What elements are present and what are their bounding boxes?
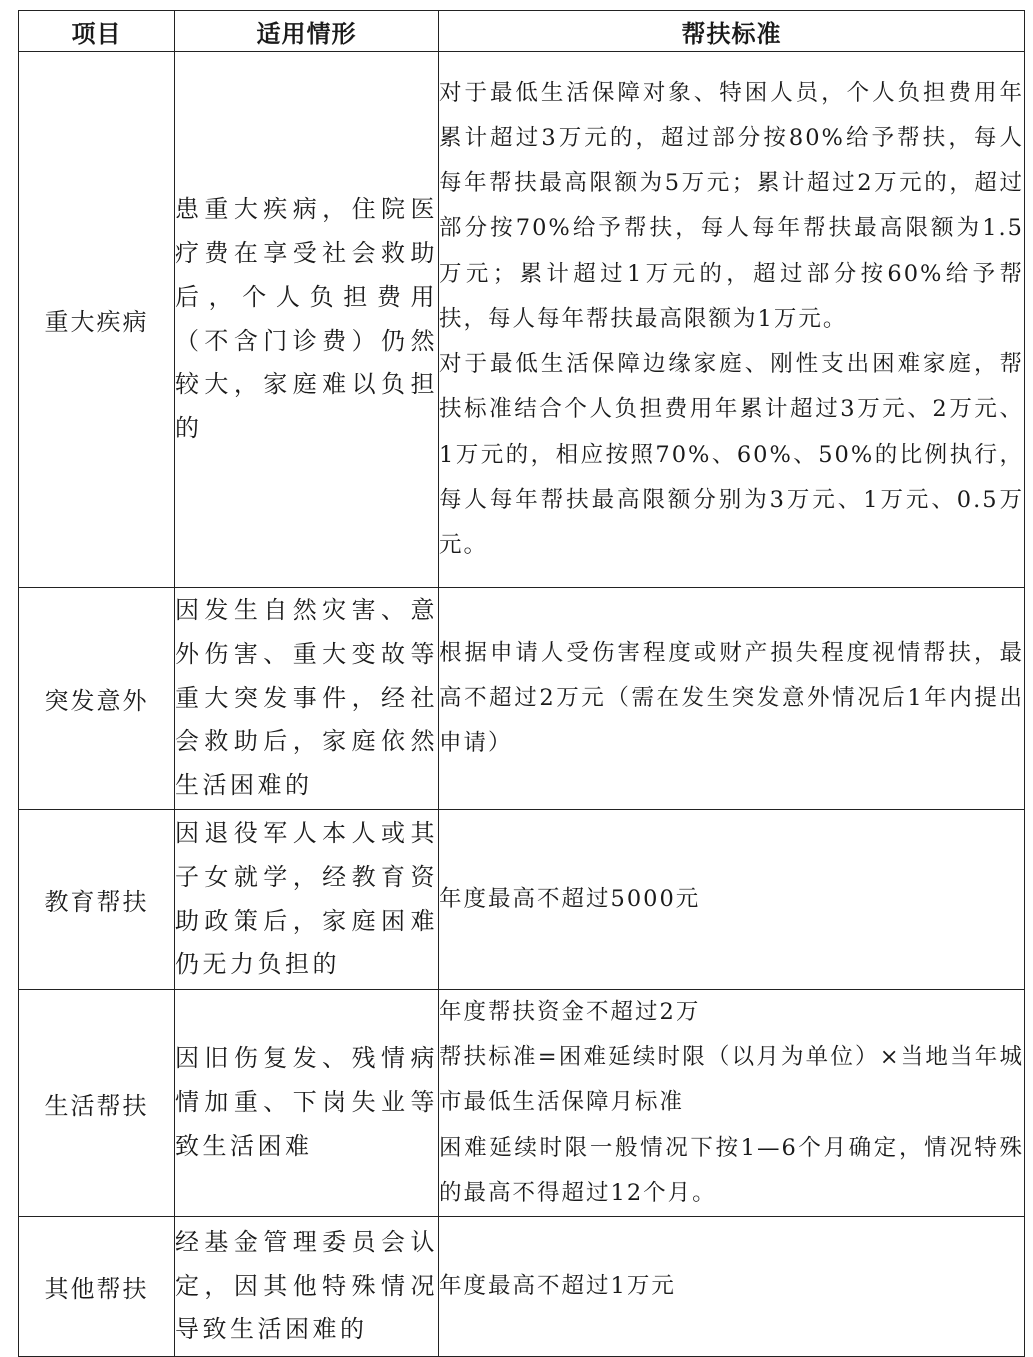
row-item: 其他帮扶 (19, 1217, 175, 1357)
standard-paragraph: 年度最高不超过5000元 (439, 885, 701, 912)
row-condition: 因发生自然灾害、意外伤害、重大变故等重大突发事件，经社会救助后，家庭依然生活困难的 (175, 588, 439, 810)
table-row (19, 588, 1025, 810)
assistance-standards-table (18, 10, 1025, 1357)
standard-paragraph: 年度帮扶资金不超过2万 (439, 999, 701, 1025)
header-condition: 适用情形 (175, 11, 439, 52)
row-standard (439, 588, 1025, 810)
row-condition: 患重大疾病，住院医疗费在享受社会救助后，个人负担费用（不含门诊费）仍然较大，家庭难以负担的 (175, 52, 439, 588)
row-item: 重大疾病 (19, 52, 175, 588)
header-item: 项目 (19, 11, 175, 52)
standard-paragraph: 对于最低生活保障边缘家庭、刚性支出困难家庭，帮扶标准结合个人负担费用年累计超过3万元、2万元、1万元的，相应按照70%、60%、50%的比例执行，每人每年帮扶最高限额分别为3万元、1万元、0.5万元。 (439, 351, 1024, 558)
table-row (19, 990, 1025, 1217)
row-condition: 因退役军人本人或其子女就学，经教育资助政策后，家庭困难仍无力负担的 (175, 810, 439, 990)
row-standard (439, 810, 1025, 990)
standard-paragraph: 根据申请人受伤害程度或财产损失程度视情帮扶，最高不超过2万元（需在发生突发意外情况后1年内提出申请） (439, 639, 1024, 757)
standard-paragraph: 帮扶标准=困难延续时限（以月为单位）×当地当年城市最低生活保障月标准 (439, 1044, 1024, 1116)
table-header-row (19, 11, 1025, 52)
table-row (19, 52, 1025, 588)
table-row (19, 810, 1025, 990)
row-standard (439, 1217, 1025, 1357)
header-standard: 帮扶标准 (439, 11, 1025, 52)
row-standard (439, 990, 1025, 1217)
row-item: 生活帮扶 (19, 990, 175, 1217)
row-condition: 因旧伤复发、残情病情加重、下岗失业等致生活困难 (175, 990, 439, 1217)
standard-paragraph: 年度最高不超过1万元 (439, 1272, 676, 1299)
row-condition: 经基金管理委员会认定，因其他特殊情况导致生活困难的 (175, 1217, 439, 1357)
row-standard (439, 52, 1025, 588)
standard-paragraph: 对于最低生活保障对象、特困人员，个人负担费用年累计超过3万元的，超过部分按80%给予帮扶，每人每年帮扶最高限额为5万元；累计超过2万元的，超过部分按70%给予帮扶，每人每年帮扶最高限额为1.5万元；累计超过1万元的，超过部分按60%给予帮扶，每人每年帮扶最高限额为1万元。 (439, 79, 1024, 332)
table-row (19, 1217, 1025, 1357)
row-item: 教育帮扶 (19, 810, 175, 990)
standard-paragraph: 困难延续时限一般情况下按1—6个月确定，情况特殊的最高不得超过12个月。 (439, 1134, 1024, 1206)
row-item: 突发意外 (19, 588, 175, 810)
